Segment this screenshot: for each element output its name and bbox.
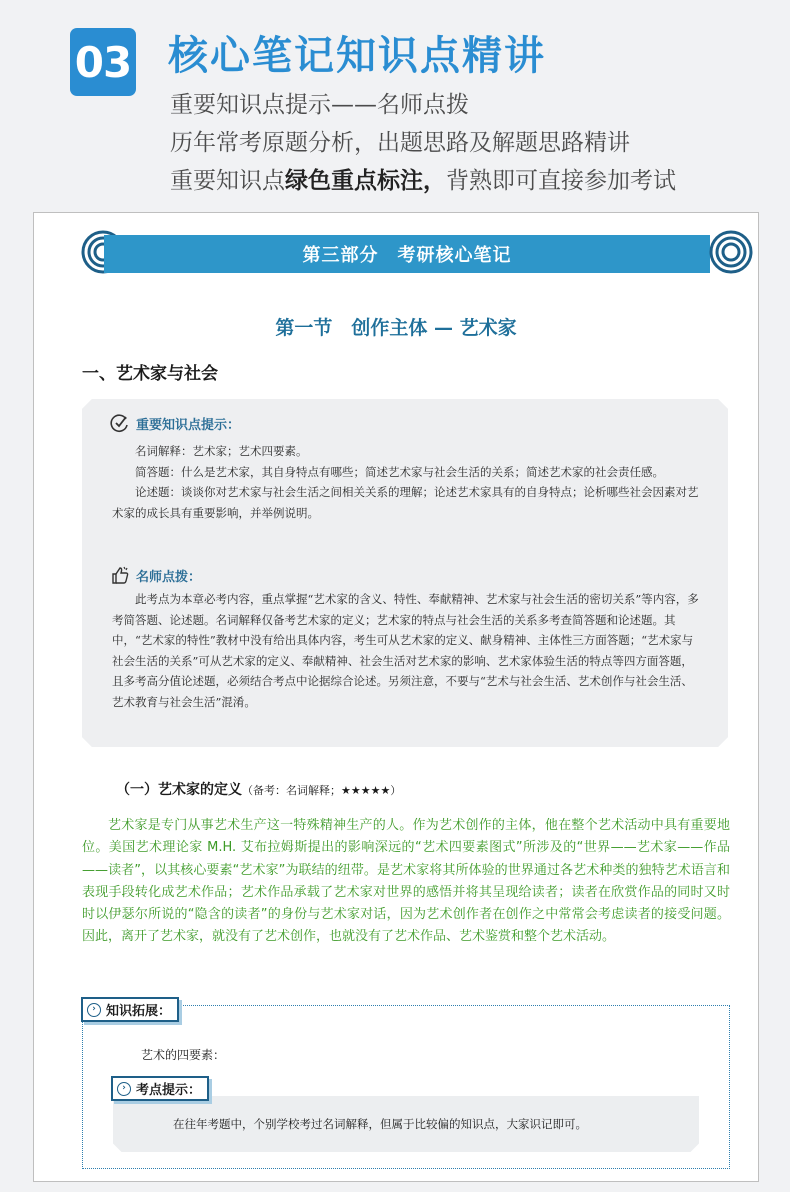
section-number-badge: 03 — [70, 28, 136, 96]
swirl-ornament-right-icon — [708, 229, 754, 275]
subtitle-line-3: 重要知识点绿色重点标注，背熟即可直接参加考试 — [170, 168, 676, 194]
subtitle-line-2: 历年常考原题分析，出题思路及解题思路精讲 — [170, 130, 630, 156]
exam-tip-text: 在往年考题中，个别学校考过名词解释，但属于比较偏的知识点，大家识记即可。 — [173, 1117, 587, 1131]
definition-heading: （一）艺术家的定义（备考：名词解释；★★★★★） — [116, 782, 402, 798]
part-banner: 第三部分 考研核心笔记 — [104, 235, 710, 273]
teacher-tips-text: 此考点为本章必考内容，重点掌握“艺术家的含义、特性、奉献精神、艺术家与社会生活的密切关系”等内容，多考简答题、论述题。名词解释仅备考艺术家的定义；艺术家的特点与社会生活的关系多考查简答题和论述题。其中，“艺术家的特性”教材中没有给出具体内容，考生可从艺术家的定义、献身精神、主体性三方面答题；“艺术家与社会生活的关系”可从艺术家的定义、奉献精神、社会生活对艺术家的影响、艺术家体验生活的特点等四方面答题，且多考高分值论述题，必须结合考点中论据综合论述。另须注意，不要与“艺术与社会生活、艺术创作与社会生活、艺术教育与社会生活”混淆。 — [112, 592, 699, 709]
knowledge-extension-box — [82, 1005, 730, 1169]
four-elements-label: 艺术的四要素： — [141, 1048, 226, 1062]
section-title: 第一节 创作主体 — 艺术家 — [275, 317, 517, 339]
page-title: 核心笔记知识点精讲 — [168, 33, 546, 79]
book-page — [33, 212, 759, 1182]
chevron-right-icon: › — [117, 1082, 131, 1096]
subtitle-line-1: 重要知识点提示——名师点拨 — [170, 92, 469, 118]
knowledge-extension-tag: › 知识拓展： — [81, 997, 179, 1022]
teacher-tips-heading: 名师点拨： — [110, 565, 201, 585]
check-circle-icon — [110, 413, 130, 433]
heading-artist-and-society: 一、艺术家与社会 — [82, 364, 218, 384]
definition-text: 艺术家是专门从事艺术生产这一特殊精神生产的人。作为艺术创作的主体，他在整个艺术活动中具有重要地位。美国艺术理论家 M.H. 艾布拉姆斯提出的影响深远的“艺术四要素图式”所涉及的“世界——艺术家——作品——读者”，以其核心要素“艺术家”为联结的纽带。是艺术家将其所体验的世界通过各艺术种类的独特艺术语言和表现手段转化成艺术作品；艺术作品承载了艺术家对世界的感悟并将其呈现给读者；读者在欣赏作品的同时又时时以伊瑟尔所说的“隐含的读者”的身份与艺术家对话，因为艺术创作者在创作之中常常会考虑读者的接受问题。因此，离开了艺术家，就没有了艺术创作，也就没有了艺术作品、艺术鉴赏和整个艺术活动。 — [82, 818, 730, 945]
key-points-heading: 重要知识点提示： — [110, 413, 240, 433]
exam-tip-box — [113, 1096, 699, 1152]
thumbs-up-icon — [110, 565, 130, 585]
hint-box — [82, 399, 728, 747]
exam-tip-tag: › 考点提示： — [111, 1076, 209, 1101]
key-points-text: 名词解释：艺术家；艺术四要素。 简答题：什么是艺术家，其自身特点有哪些；简述艺术家与社会生活的关系；简述艺术家的社会责任感。 论述题：谈谈你对艺术家与社会生活之间相关关系的理解；论述艺术家具有的自身特点；论析哪些社会因素对艺术家的成长具有重要影响，并举例说明。 — [112, 444, 699, 520]
chevron-right-icon: › — [87, 1003, 101, 1017]
